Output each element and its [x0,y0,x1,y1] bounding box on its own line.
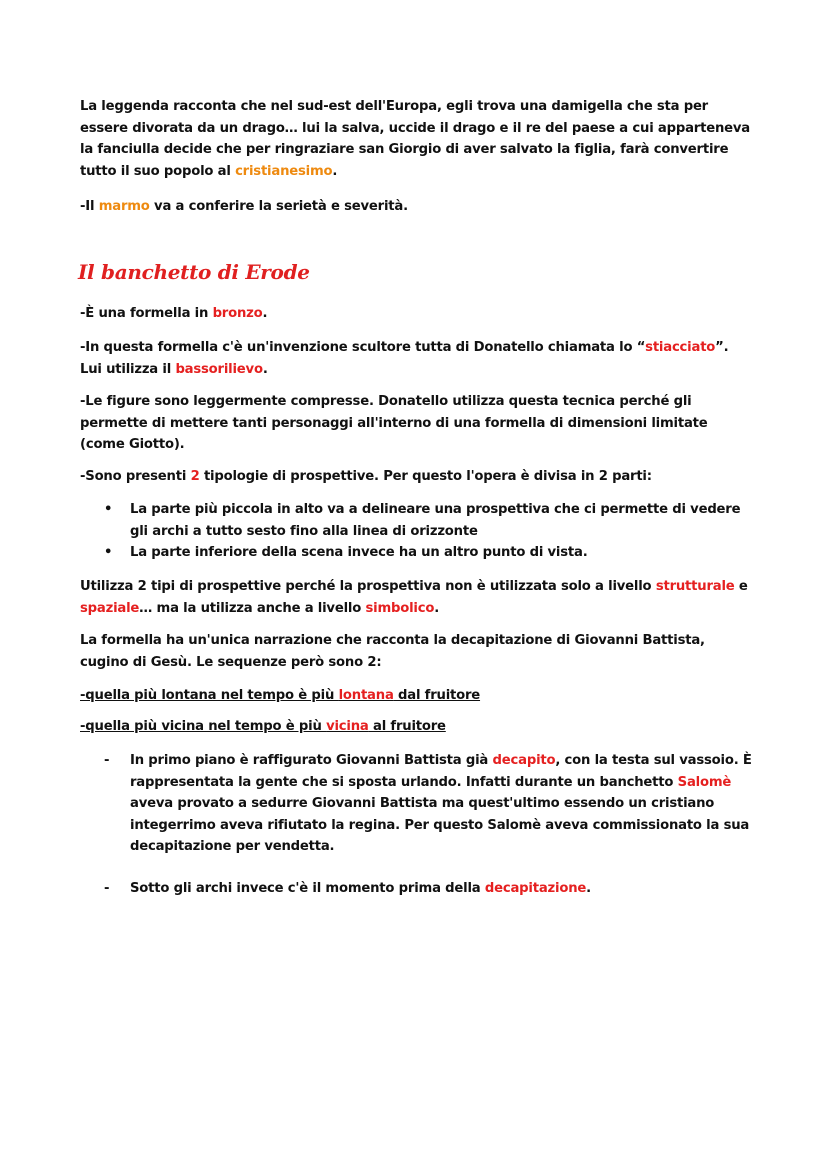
dash-item [80,878,752,900]
formella-pre: -È una formella in [80,306,213,321]
dash1-mid: , con la testa sul vassoio. È rappresentata la gente che si sposta urlando. Infatti durante un banchetto [130,753,752,790]
spaziale-highlight: spaziale [80,600,140,616]
legend-end: . [332,163,338,179]
prospettive-post: tipologie di prospettive. Per questo l'opera è divisa in 2 parti: [199,469,652,484]
dash-item [80,750,752,858]
legend-text: La leggenda racconta che nel sud-est dell'Europa, egli trova una damigella che sta per essere divorata da un drago… lui la salva, uccide il drago e il re del paese a cui apparteneva la fanciulla decide che per ringraziare san Giorgio di aver salvato la figlia, farà convertire tutto il suo popolo al [80,99,750,179]
cristianesimo-highlight: cristianesimo [235,163,333,179]
vicina-pre: -quella più vicina nel tempo è più [80,719,327,734]
stiacciato-mid: ”. Lui utilizza il [80,340,729,377]
salome-highlight: Salomè [677,774,732,790]
stiacciato-highlight: stiacciato [645,340,716,355]
marmo-highlight: marmo [98,199,150,214]
bronzo-highlight: bronzo [212,306,263,321]
bassorilievo-highlight: bassorilievo [175,361,263,377]
utilizza-paragraph [80,576,752,619]
lontana-post: dal fruitore [393,688,481,703]
bullet-list-container [80,499,752,564]
marmo-pre: -Il [80,199,99,214]
stiacciato-post: . [262,361,268,377]
utilizza-pre: Utilizza 2 tipi di prospettive perché la prospettiva non è utilizzata solo a livello [80,579,656,594]
bullet-item: • La parte più piccola in alto va a delineare una prospettiva che ci permette di vedere gli archi a tutto sesto fino alla linea di orizzonte [80,499,752,542]
vicina-post: al fruitore [368,719,446,734]
stiacciato-paragraph [80,337,752,380]
decapitazione-highlight: decapitazione [484,881,587,896]
lontana-highlight: lontana [338,688,394,703]
stiacciato-pre: -In questa formella c'è un'invenzione scultore tutta di Donatello chiamata lo “ [80,340,646,355]
two-highlight: 2 [190,469,200,484]
prospettive-paragraph [80,466,752,488]
lontana-pre: -quella più lontana nel tempo è più [80,688,339,703]
legend-paragraph [80,96,752,182]
bullet-item: • La parte inferiore della scena invece ha un altro punto di vista. [80,542,752,564]
vicina-paragraph [80,716,752,738]
formella-post: . [262,306,268,321]
dash-item-1-container [80,750,752,858]
decapito-highlight: decapito [492,753,556,768]
dash1-pre: In primo piano è raffigurato Giovanni Battista già [130,753,493,768]
utilizza-mid: … ma la utilizza anche a livello [139,600,366,616]
dash-list [80,750,752,858]
simbolico-highlight: simbolico [365,600,435,616]
utilizza-and: e [734,579,748,594]
dash1-post: aveva provato a sedurre Giovanni Battista ma quest'ultimo essendo un cristiano integerrimo aveva rifiutato la regina. Per questo Salomè aveva commissionato la sua decapitazione per vendetta. [130,796,750,854]
dash-list [80,878,752,900]
bullet-list [80,499,752,564]
utilizza-post: . [434,600,440,616]
lontana-paragraph [80,685,752,707]
dash2-pre: Sotto gli archi invece c'è il momento prima della [130,881,485,896]
narrazione-paragraph: La formella ha un'unica narrazione che racconta la decapitazione di Giovanni Battista, cugino di Gesù. Le sequenze però sono 2: [80,633,705,670]
dash-item-2-container [80,878,752,900]
section-title: Il banchetto di Erode [78,260,310,284]
figure-paragraph: -Le figure sono leggermente compresse. Donatello utilizza questa tecnica perché gli permette di mettere tanti personaggi all'interno di una formella di dimensioni limitate (come Giotto). [80,394,708,452]
dash2-post: . [586,881,591,896]
formella-paragraph [80,303,752,325]
prospettive-pre: -Sono presenti [80,469,191,484]
strutturale-highlight: strutturale [655,579,735,594]
vicina-highlight: vicina [326,719,369,734]
marmo-paragraph [80,196,752,218]
marmo-post: va a conferire la serietà e severità. [149,199,408,214]
